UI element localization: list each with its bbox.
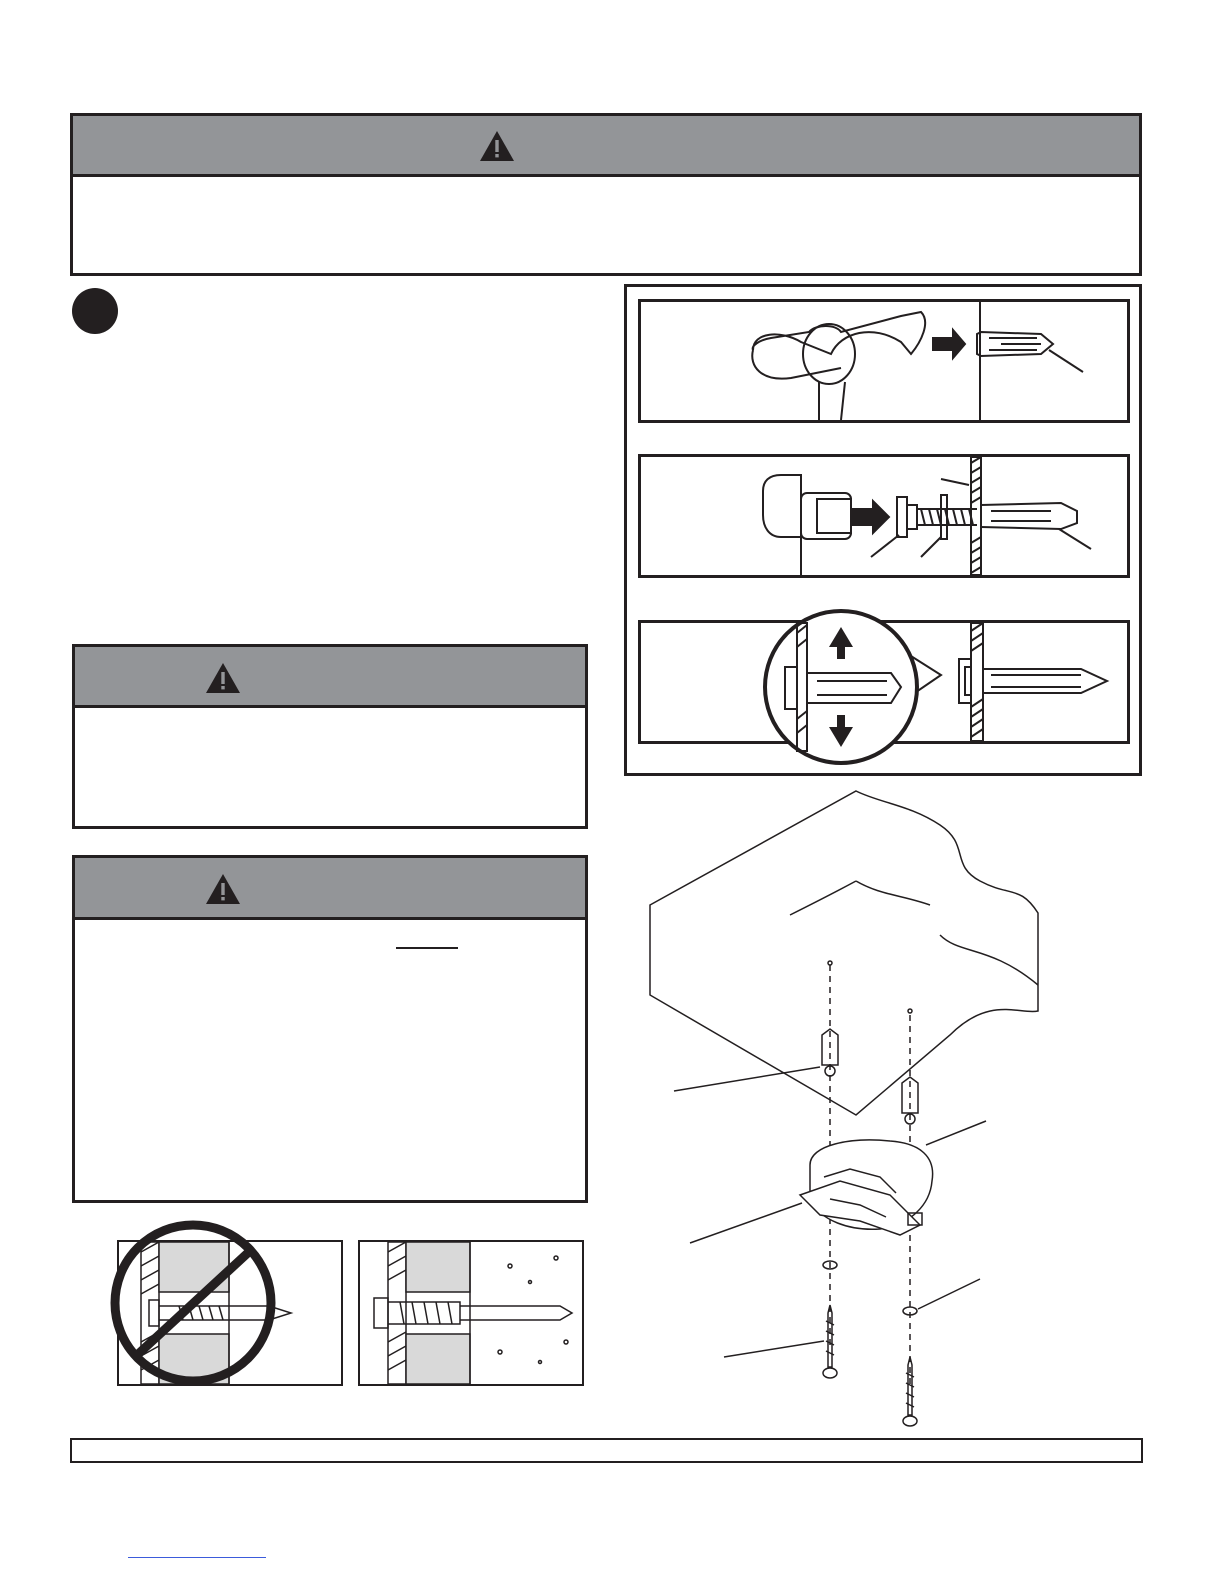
underline-mark: [396, 947, 458, 949]
link-underline[interactable]: [128, 1557, 266, 1558]
anchor-steps-frame: [624, 284, 1142, 776]
warning-box-middle: [72, 644, 588, 829]
correct-concrete-anchor-icon: [360, 1242, 582, 1384]
warning-triangle-icon: [205, 662, 241, 694]
hammer-anchor-icon: [641, 302, 1127, 420]
warning-box-top: [70, 113, 1142, 276]
warning-box-lower: [72, 855, 588, 1203]
warning-triangle-icon: [479, 130, 515, 162]
correct-install-panel: [358, 1240, 584, 1386]
step-number-dot: [72, 288, 118, 334]
footer-bar: [70, 1438, 1143, 1463]
warning-header-bar: [75, 858, 585, 920]
ceiling-mount-exploded-icon: [640, 785, 1060, 1430]
wrench-panel: [638, 454, 1130, 578]
warning-header-bar: [75, 647, 585, 708]
prohibited-icon: [106, 1214, 280, 1392]
wrench-screw-icon: [641, 457, 1127, 575]
warning-triangle-icon: [205, 873, 241, 905]
magnifier-icon: [761, 607, 921, 767]
warning-header-bar: [73, 116, 1139, 177]
hammer-panel: [638, 299, 1130, 423]
